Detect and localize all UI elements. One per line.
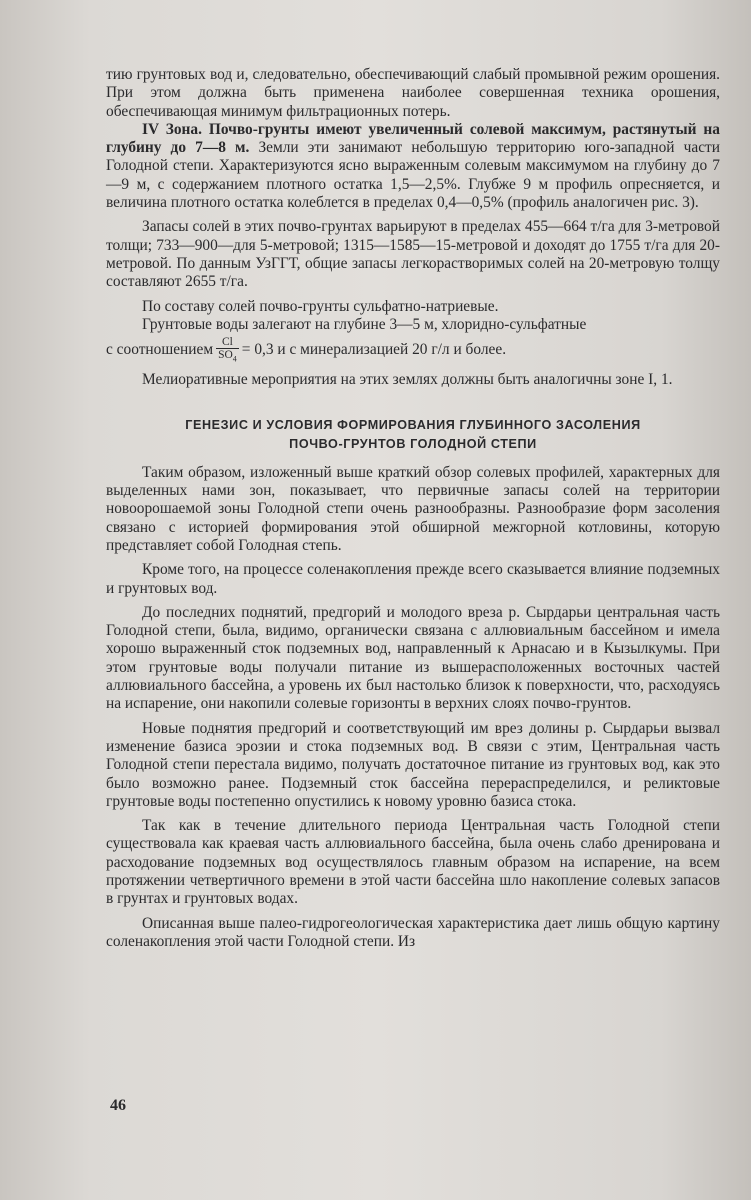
cl-so4-fraction xyxy=(216,336,239,365)
denominator-subscript: 4 xyxy=(232,354,237,364)
ratio-text-after: = 0,3 и с минерализацией 20 г/л и более. xyxy=(241,341,507,359)
paragraph-paleo: Описанная выше палео-гидрогеологическая характеристика дает лишь общую картину соленакопления этой части Голодной степи. Из xyxy=(106,914,720,950)
denominator-base: SO xyxy=(218,349,233,362)
section-heading xyxy=(106,416,720,454)
paragraph-ratio xyxy=(106,336,720,365)
heading-line-2: ПОЧВО-ГРУНТОВ ГОЛОДНОЙ СТЕПИ xyxy=(289,436,537,451)
paragraph-zone-iv xyxy=(106,121,720,212)
paragraph-groundwater: Грунтовые воды залегают на глубине 3—5 м, хлоридно-сульфатные xyxy=(142,315,587,333)
paragraph-before-uplift: До последних поднятий, предгорий и молодого вреза р. Сырдарьи центральная часть Голодной степи, была, видимо, органически связана с аллювиальным бассейном и имела хорошо выраженный сток подземных вод, направленный к Арнасаю и в Кызылкумы. При этом грунтовые воды получали питание из вышерасположенных восточных частей аллювиального бассейна, а уровень их был настолько близок к поверхности, что, расходуясь на испарение, они накопили солевые горизонты в верхних слоях почво-грунтов. xyxy=(106,603,720,713)
paragraph-new-uplift: Новые поднятия предгорий и соответствующий им врез долины р. Сырдарьи вызвал изменение базиса эрозии и стока подземных вод. В связи с этим, Центральная часть Голодной степи перестала видимо, получать достаточное питание из грунтовых вод, как это было возможно ранее. Подземный сток бассейна перераспределился, и реликтовые грунтовые воды постепенно опустились к новому уровню базиса стока. xyxy=(106,719,720,810)
paragraph-long-period: Так как в течение длительного периода Центральная часть Голодной степи существовала как краевая часть аллювиального бассейна, была очень слабо дренирована и расходование подземных вод осуществлялось главным образом на испарение, на всем протяжении четвертичного времени в этой части бассейна шло накопление солевых запасов в грунтах и грунтовых водах. xyxy=(106,817,720,908)
ratio-text-before: с соотношением xyxy=(106,341,214,359)
zone-iv-text: Земли эти занимают небольшую территорию юго-западной части Голодной степи. Характеризуются ясно выраженным солевым максимумом на глубину до 7—9 м, с содержанием плотного остатка 1,5—2,5%. Глубже 9 м профиль опресняется, и величина плотного остатка колеблется в пределах 0,4—0,5% (профиль аналогичен рис. 3). xyxy=(106,139,720,212)
paragraph-1: тию грунтовых вод и, следовательно, обеспечивающий слабый промывной режим орошения. При этом должна быть применена наиболее совершенная техника орошения, обеспечивающая минимум фильтрационных потерь. xyxy=(106,66,720,120)
page-number: 46 xyxy=(110,1097,126,1114)
paragraph-melioration: Мелиоративные мероприятия на этих землях должны быть аналогичны зоне I, 1. xyxy=(142,371,673,389)
zone-iv-lead: IV Зона. Почво-грунты имеют увеличенный солевой максимум, растянутый на глубину до 7—8 м. xyxy=(106,120,720,157)
body-text xyxy=(106,66,720,951)
fraction-numerator: Cl xyxy=(216,336,239,349)
paragraph-influence: Кроме того, на процессе соленакопления прежде всего сказывается влияние подземных и грунтовых вод. xyxy=(106,561,720,597)
paragraph-salt-composition: По составу солей почво-грунты сульфатно-натриевые. xyxy=(142,297,499,315)
paragraph-summary: Таким образом, изложенный выше краткий обзор солевых профилей, характерных для выделенных нами зон, показывает, что первичные запасы солей на территории новоорошаемой зоны Голодной степи очень разнообразны. Разнообразие форм засоления связано с историей формирования этой обширной межгорной котловины, которую представляет собой Голодная степь. xyxy=(106,463,720,554)
fraction-denominator xyxy=(216,349,239,365)
paragraph-salt-reserves: Запасы солей в этих почво-грунтах варьируют в пределах 455—664 т/га для 3-метровой толщи; 733—900—для 5-метровой; 1315—1585—15-метровой и доходят до 1755 т/га для 20-метровой. По данным УзГГТ, общие запасы легкорастворимых солей на 20-метровую толщу составляют 2655 т/га. xyxy=(106,218,720,291)
heading-line-1: ГЕНЕЗИС И УСЛОВИЯ ФОРМИРОВАНИЯ ГЛУБИННОГО ЗАСОЛЕНИЯ xyxy=(185,417,641,432)
